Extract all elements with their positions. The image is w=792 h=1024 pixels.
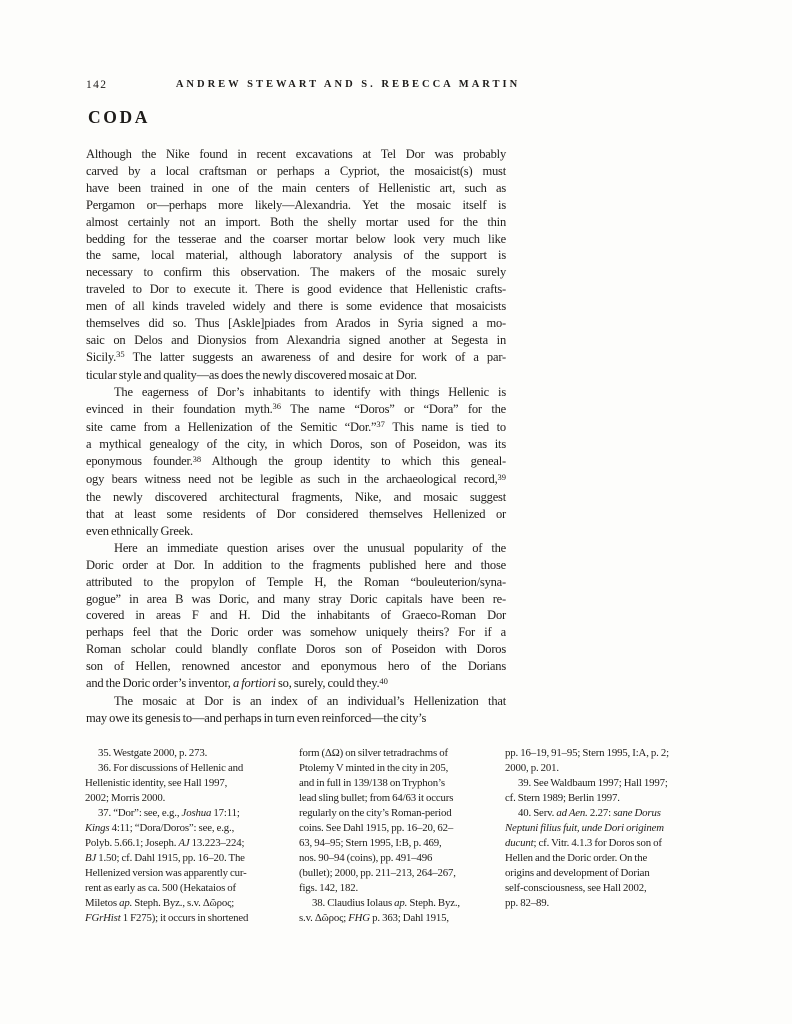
text-line: perhaps feel that the Doric order was somehow uniquely theirs? For if a: [86, 625, 506, 640]
text-line: have been trained in one of the main centers of Hellenistic art, such as: [86, 180, 506, 195]
page-number: 142: [86, 79, 108, 91]
footnote-line: form (ΔΩ) on silver tetradrachms of: [299, 747, 448, 759]
footnote-line: s.v. Δῶρος; FHG p. 363; Dahl 1915,: [299, 912, 449, 924]
footnote-line: Hellenistic identity, see Hall 1997,: [85, 777, 228, 789]
footnote-line: origins and development of Dorian: [505, 867, 650, 879]
text-line: site came from a Hellenization of the Semitic “Dor.”$^{37}$ This name is tied to: [86, 418, 506, 434]
text-line: Sicily.$^{35}$ The latter suggests an awareness of and desire for work of a par-: [86, 349, 506, 364]
footnote-line: pp. 16–19, 91–95; Stern 1995, I:A, p. 2;: [505, 747, 669, 759]
text-line: evinced in their foundation myth.$^{36}$ The name “Doros” or “Dora” for the: [86, 401, 506, 416]
text-line: Doric order at Dor. In addition to the fragments published here and those: [86, 557, 506, 572]
text-line: covered in areas F and H. Did the inhabitants of Graeco-Roman Dor: [86, 608, 506, 623]
footnote-line: and in full in 139/138 on Tryphon’s: [299, 777, 445, 789]
footnote-line: pp. 82–89.: [505, 897, 549, 909]
footnote-line: Polyb. 5.66.1; Joseph. AJ 13.223–224;: [85, 837, 245, 849]
italic-text: FHG: [348, 912, 370, 924]
footnote-line: Ptolemy V minted in the city in 205,: [299, 762, 449, 774]
footnote-line: Hellen and the Doric order. On the: [505, 852, 648, 864]
footnote-line: lead sling bullet; from 64/63 it occurs: [299, 792, 454, 804]
text-line: ogy bears witness need not be legible as such in the archaeological record,$^{39}$: [86, 471, 506, 487]
paragraph: [86, 540, 506, 693]
italic-text: Kings: [85, 822, 110, 834]
text-line: son of Hellen, renowned ancestor and eponymous hero of the Dorians: [86, 659, 506, 674]
section-heading: CODA: [88, 107, 150, 127]
italic-text: a fortiori: [232, 676, 276, 691]
footnote-ref: 37: [376, 418, 385, 429]
footnote-line: 37. “Dor”: see, e.g., Joshua 17:11;: [98, 807, 240, 819]
italic-text: Neptuni filius fuit, unde Dori originem: [505, 822, 664, 834]
footnote-ref: 39: [497, 471, 506, 482]
footnote-line: nos. 90–94 (coins), pp. 491–496: [299, 852, 433, 864]
text-line: Here an immediate question arises over the unusual popularity of the: [114, 540, 506, 555]
footnote-line: 39. See Waldbaum 1997; Hall 1997;: [518, 777, 668, 789]
text-line: that at least some residents of Dor considered themselves Hellenized or: [86, 507, 506, 522]
footnotes: [0, 746, 792, 946]
text-line: themselves did so. Thus [Askle]piades from Arados in Syria signed a mo-: [86, 316, 506, 331]
footnote-line: ducunt; cf. Vitr. 4.1.3 for Doros son of: [505, 837, 662, 849]
text-line: eponymous founder.$^{38}$ Although the group identity to which this geneal-: [86, 453, 506, 469]
text-line: even ethnically Greek.: [86, 523, 193, 538]
footnote-ref: 38: [192, 453, 202, 464]
text-line: gogue” in area B was Doric, and many stray Doric capitals have been re-: [86, 591, 506, 606]
text-line: saic on Delos and Dionysios from Alexandria signed another at Segesta in: [86, 332, 506, 347]
text-line: men of all kinds traveled widely and there is some evidence that mosaicists: [86, 299, 506, 314]
footnote-line: self-consciousness, see Hall 2002,: [505, 882, 647, 894]
footnote-column-2: [299, 746, 499, 926]
text-line: ticular style and quality—as does the newly discovered mosaic at Dor.: [86, 367, 417, 382]
footnote-line: BJ 1.50; cf. Dahl 1915, pp. 16–20. The: [85, 852, 245, 864]
italic-text: ap.: [394, 897, 408, 909]
footnote-line: figs. 142, 182.: [299, 882, 359, 894]
footnote-column-1: [85, 746, 291, 926]
text-line: necessary to confirm this observation. The makers of the mosaic surely: [86, 265, 506, 280]
footnote-line: 36. For discussions of Hellenic and: [98, 762, 244, 774]
text-line: and the Doric order’s inventor, a fortiori so, surely, could they.$^{40}$: [86, 675, 388, 691]
footnote-line: 38. Claudius Iolaus ap. Steph. Byz.,: [312, 897, 460, 909]
text-line: bedding for the tesserae and the coarser mortar below look very much like: [86, 231, 506, 246]
footnote-line: FGrHist 1 F275); it occurs in shortened: [85, 912, 249, 924]
footnote-line: Hellenized version was apparently cur-: [85, 867, 247, 879]
footnote-column-3: [505, 746, 715, 911]
footnote-line: Kings 4:11; “Dora/Doros”: see, e.g.,: [85, 822, 235, 834]
footnote-line: regularly on the city’s Roman-period: [299, 807, 452, 819]
paragraph: [86, 384, 506, 540]
italic-text: Joshua: [181, 807, 212, 819]
footnote-line: 40. Serv. ad Aen. 2.27: sane Dorus: [518, 807, 661, 819]
text-line: traveled to Dor to execute it. There is good evidence that Hellenistic crafts-: [86, 282, 506, 297]
italic-text: BJ: [85, 852, 97, 864]
text-line: may owe its genesis to—and perhaps in turn even reinforced—the city’s: [86, 710, 427, 725]
italic-text: AJ: [178, 837, 190, 849]
footnote-line: rent as early as ca. 500 (Hekataios of: [85, 882, 236, 894]
text-line: The eagerness of Dor’s inhabitants to identify with things Hellenic is: [114, 384, 506, 399]
paragraph: [86, 693, 506, 727]
footnote-ref: 35: [116, 349, 125, 360]
footnote-line: 35. Westgate 2000, p. 273.: [98, 747, 208, 759]
text-line: Although the Nike found in recent excavations at Tel Dor was probably: [86, 147, 506, 161]
text-line: a mythical genealogy of the city, in which Doros, son of Poseidon, was its: [86, 437, 506, 452]
footnote-line: 2002; Morris 2000.: [85, 792, 166, 804]
text-line: Roman scholar could blandly conflate Doros son of Poseidon with Doros: [86, 642, 506, 657]
text-line: the same, local material, although laboratory analysis of the support is: [86, 248, 506, 263]
text-line: Pergamon or—perhaps more likely—Alexandria. Yet the mosaic itself is: [86, 197, 506, 212]
italic-text: sane Dorus: [613, 807, 661, 819]
footnote-line: coins. See Dahl 1915, pp. 16–20, 62–: [299, 822, 454, 834]
footnote-line: [505, 821, 715, 836]
text-line: almost certainly not an import. Both the shelly mortar used for the thin: [86, 214, 506, 229]
body-text: [86, 146, 506, 727]
text-line: carved by a local craftsman or perhaps a Cypriot, the mosaicist(s) must: [86, 163, 506, 178]
italic-text: ap.: [119, 897, 133, 909]
italic-text: FGrHist: [85, 912, 121, 924]
footnote-line: 63, 94–95; Stern 1995, I:B, p. 469,: [299, 837, 442, 849]
footnote-line: 2000, p. 201.: [505, 762, 559, 774]
text-line: attributed to the propylon of Temple H, the Roman “bouleuterion/syna-: [86, 574, 506, 589]
text-line: The mosaic at Dor is an index of an individual’s Hellenization that: [114, 694, 506, 708]
paragraph: [86, 146, 506, 384]
text-line: the newly discovered architectural fragments, Nike, and mosaic suggest: [86, 490, 506, 505]
footnote-ref: 40: [379, 675, 388, 686]
italic-text: ducunt: [505, 837, 534, 849]
footnote-line: Miletos ap. Steph. Byz., s.v. Δῶρος;: [85, 897, 235, 909]
footnote-line: cf. Stern 1989; Berlin 1997.: [505, 792, 620, 804]
italic-text: ad Aen.: [556, 807, 588, 819]
footnote-line: (bullet); 2000, pp. 211–213, 264–267,: [299, 867, 456, 879]
running-head: ANDREW STEWART AND S. REBECCA MARTIN: [175, 79, 521, 90]
footnote-ref: 36: [272, 401, 282, 412]
